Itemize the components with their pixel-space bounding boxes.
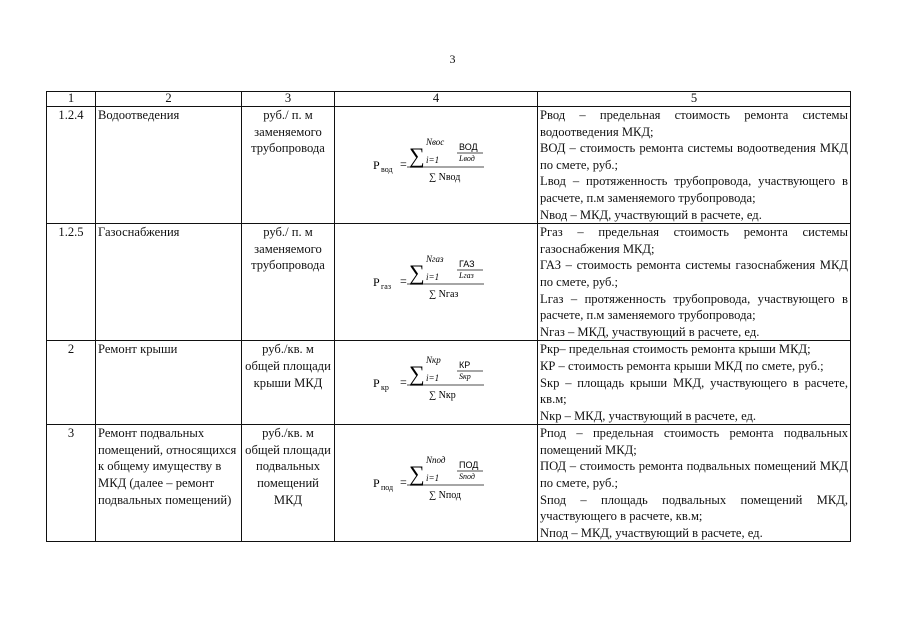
description-line: Рпод – предельная стоимость ремонта подвальных помещений МКД; bbox=[540, 426, 848, 457]
cost-formula bbox=[351, 133, 521, 193]
svg-text:∑ Nвод: ∑ Nвод bbox=[429, 171, 461, 183]
work-type: Водоотведения bbox=[96, 107, 242, 224]
table-row bbox=[47, 425, 851, 542]
svg-text:Lвод: Lвод bbox=[459, 153, 475, 163]
formula-cell bbox=[335, 425, 538, 542]
svg-text:∑ Nкр: ∑ Nкр bbox=[429, 389, 456, 401]
svg-text:∑: ∑ bbox=[409, 461, 425, 487]
svg-text:под: под bbox=[381, 483, 394, 493]
header-cell-3: 3 bbox=[242, 92, 335, 107]
table-row bbox=[47, 341, 851, 425]
description-line: Ргаз – предельная стоимость ремонта системы газоснабжения МКД; bbox=[540, 225, 848, 256]
row-number: 1.2.5 bbox=[47, 224, 96, 341]
svg-text:Sпод: Sпод bbox=[459, 472, 475, 482]
svg-text:=: = bbox=[400, 475, 407, 490]
table-header-row bbox=[47, 92, 851, 107]
description bbox=[538, 425, 851, 542]
header-cell-5: 5 bbox=[538, 92, 851, 107]
cost-table bbox=[46, 91, 851, 542]
svg-text:газ: газ bbox=[381, 281, 391, 291]
description-line: КР – стоимость ремонта крыши МКД по смете, руб.; bbox=[540, 358, 824, 373]
svg-text:=: = bbox=[400, 374, 407, 389]
description bbox=[538, 107, 851, 224]
svg-text:ВОД: ВОД bbox=[459, 141, 478, 152]
page-number: 3 bbox=[449, 52, 456, 66]
svg-text:Sкр: Sкр bbox=[459, 371, 471, 381]
svg-text:i=1: i=1 bbox=[426, 271, 440, 282]
svg-text:∑: ∑ bbox=[409, 142, 425, 168]
svg-text:i=1: i=1 bbox=[426, 372, 440, 383]
row-number: 1.2.4 bbox=[47, 107, 96, 224]
table-row bbox=[47, 107, 851, 224]
row-number: 2 bbox=[47, 341, 96, 425]
svg-text:вод: вод bbox=[381, 164, 393, 174]
row-number: 3 bbox=[47, 425, 96, 542]
svg-text:=: = bbox=[400, 273, 407, 288]
unit-of-measure: руб./ п. м заменяемого трубопровода bbox=[242, 107, 335, 224]
svg-text:Р: Р bbox=[373, 274, 380, 289]
description bbox=[538, 341, 851, 425]
description-line: Рвод – предельная стоимость ремонта системы водоотведения МКД; bbox=[540, 108, 848, 139]
svg-text:КР: КР bbox=[459, 359, 471, 370]
svg-text:ПОД: ПОД bbox=[459, 460, 479, 471]
svg-text:Nвос: Nвос bbox=[426, 136, 445, 147]
formula-cell bbox=[335, 224, 538, 341]
svg-text:Nгаз: Nгаз bbox=[426, 253, 444, 264]
svg-text:Lгаз: Lгаз bbox=[459, 270, 474, 280]
work-type: Ремонт подвальных помещений, относящихся к общему имуществу в МКД (далее – ремонт подвальных помещений) bbox=[96, 425, 242, 542]
header-cell-4: 4 bbox=[335, 92, 538, 107]
description-line: Sпод – площадь подвальных помещений МКД, участвующего в расчете, кв.м; bbox=[540, 492, 848, 524]
svg-text:Р: Р bbox=[373, 157, 380, 172]
svg-text:i=1: i=1 bbox=[426, 154, 440, 165]
unit-of-measure: руб./кв. м общей площади крыши МКД bbox=[242, 341, 335, 425]
svg-text:Р: Р bbox=[373, 375, 380, 390]
description-line: Ркр– предельная стоимость ремонта крыши МКД; bbox=[540, 342, 811, 357]
svg-text:∑: ∑ bbox=[409, 259, 425, 285]
description-line: Nвод – МКД, участвующий в расчете, ед. bbox=[540, 207, 762, 222]
description-line: Sкр – площадь крыши МКД, участвующего в расчете, кв.м; bbox=[540, 375, 848, 407]
svg-text:∑ Nгаз: ∑ Nгаз bbox=[429, 288, 459, 300]
svg-text:кр: кр bbox=[381, 382, 389, 392]
svg-text:ГАЗ: ГАЗ bbox=[459, 258, 475, 269]
header-cell-2: 2 bbox=[96, 92, 242, 107]
description bbox=[538, 224, 851, 341]
description-line: Lгаз – протяженность трубопровода, участвующего в расчете, п.м заменяемого трубопровода; bbox=[540, 291, 848, 323]
formula-cell bbox=[335, 107, 538, 224]
description-line: Nгаз – МКД, участвующий в расчете, ед. bbox=[540, 324, 760, 339]
table-row bbox=[47, 224, 851, 341]
cost-formula bbox=[351, 250, 521, 310]
description-line: ВОД – стоимость ремонта системы водоотведения МКД по смете, руб.; bbox=[540, 141, 848, 172]
work-type: Газоснабжения bbox=[96, 224, 242, 341]
header-cell-1: 1 bbox=[47, 92, 96, 107]
cost-formula bbox=[351, 351, 521, 411]
description-line: ПОД – стоимость ремонта подвальных помещений МКД по смете, руб.; bbox=[540, 459, 848, 491]
work-type: Ремонт крыши bbox=[96, 341, 242, 425]
description-line: Lвод – протяженность трубопровода, участвующего в расчете, п.м заменяемого трубопровода; bbox=[540, 174, 848, 205]
svg-text:Nкр: Nкр bbox=[426, 354, 441, 365]
formula-cell bbox=[335, 341, 538, 425]
svg-text:Nпод: Nпод bbox=[426, 455, 446, 466]
unit-of-measure: руб./кв. м общей площади подвальных помещений МКД bbox=[242, 425, 335, 542]
description-line: Nпод – МКД, участвующий в расчете, ед. bbox=[540, 525, 763, 540]
cost-formula bbox=[351, 451, 521, 511]
svg-text:∑: ∑ bbox=[409, 360, 425, 386]
svg-text:=: = bbox=[400, 156, 407, 171]
unit-of-measure: руб./ п. м заменяемого трубопровода bbox=[242, 224, 335, 341]
svg-text:i=1: i=1 bbox=[426, 473, 440, 484]
description-line: ГАЗ – стоимость ремонта системы газоснабжения МКД по смете, руб.; bbox=[540, 258, 848, 289]
description-line: Nкр – МКД, участвующий в расчете, ед. bbox=[540, 408, 757, 423]
svg-text:Р: Р bbox=[373, 476, 380, 491]
svg-text:∑ Nпод: ∑ Nпод bbox=[429, 490, 462, 502]
